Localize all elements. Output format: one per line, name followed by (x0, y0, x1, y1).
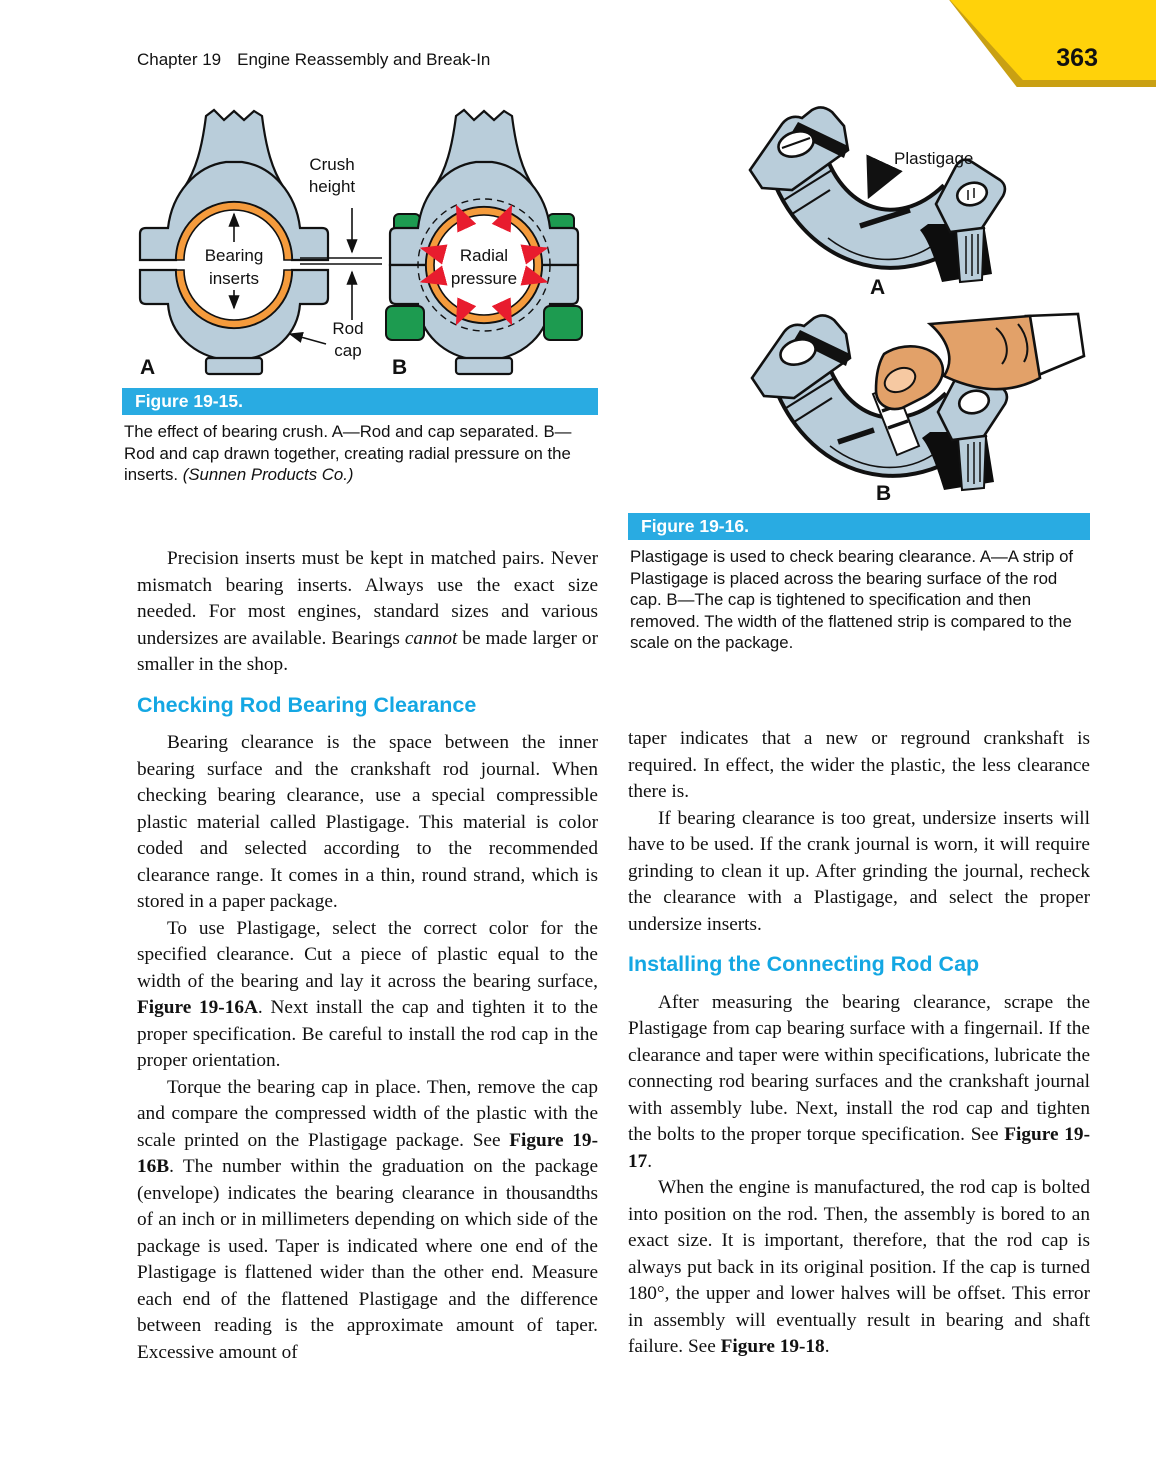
cap-boss (956, 228, 984, 282)
para-text: . The number within the graduation on the package (envelope) indicates the bearing clearance in thousandths of an inch or in millimeters depending on which side of the package is used. Taper is indicated where one end of the Plastigage is flattened wider than the other end. Measure each end of the flattened Plastigage and the difference between reading is the approximate amount of taper. Excessive amount of (137, 1156, 598, 1363)
italic-cannot: cannot (404, 627, 458, 649)
page-tab (948, 0, 1156, 80)
figure16-caption-bar (628, 513, 1090, 540)
rod-a-drawing (140, 110, 382, 379)
plastigage-pointer-arrow (872, 164, 884, 190)
figure16-label: Figure 19-16. (641, 516, 749, 536)
rod-cap-b-drawing (752, 314, 1084, 505)
paragraph-precision-inserts (137, 546, 598, 679)
paragraph-when-the-engine (628, 1175, 1090, 1361)
radial-pressure-label-line1: Radial (459, 246, 509, 265)
figure-ref-19-16a: Figure 19-16A (137, 997, 258, 1018)
figure15-a-label: A (140, 356, 156, 379)
rod-a-cap-boss (206, 358, 262, 374)
chapter-label: Chapter 19 (137, 50, 222, 69)
paragraph-torque-the-bearing-cap (137, 1075, 598, 1367)
chapter-title: Engine Reassembly and Break-In (237, 50, 491, 69)
para-text: Torque the bearing cap in place. Then, remove the cap and compare the compressed width of the plastic with the scale printed on the Plastigage package. See (137, 1076, 598, 1151)
paragraph-bearing-clearance: Bearing clearance is the space between the inner bearing surface and the crankshaft rod journal. When checking bearing clearance, use a special compressible plastic material called Plastigage. This material is color coded and selected according to the recommended clearance range. It comes in a thin, round strand, which is stored in a paper package. (137, 732, 598, 912)
rod-cap-label-line1: Rod (332, 319, 364, 338)
figure-ref-19-17: Figure 19-17 (628, 1124, 1090, 1172)
figure15-credit: (Sunnen Products Co.) (182, 465, 354, 484)
paragraph-taper-indicates: taper indicates that a new or reground crankshaft is required. In effect, the wider the plastic, the less clearance there is. (628, 728, 1090, 802)
page-header (137, 50, 490, 70)
figure-ref-19-16b: Figure 19-16B (137, 1129, 598, 1177)
figure15-caption-bar (122, 388, 598, 415)
left-column (137, 546, 598, 1366)
rod-b-cap-boss (456, 358, 512, 374)
figure16-a-label: A (870, 276, 886, 299)
figure16-caption-text: Plastigage is used to check bearing clearance. A—A strip of Plastigage is placed across the bearing surface of the rod cap. B—The cap is tightened to specification and then removed. The width of the flattened strip is compared to the scale on the package. (630, 547, 1074, 652)
insert-ring-bore (434, 215, 534, 315)
paragraph-after-measuring (628, 990, 1090, 1176)
crush-height-label-line2: height (308, 177, 356, 196)
para-text: To use Plastigage, select the correct color for the specified clearance. Cut a piece of plastic equal to the width of the bearing and lay it across the bearing surface, (137, 917, 598, 992)
para-text: . (824, 1336, 830, 1357)
rod-b-drawing (386, 110, 582, 379)
figure15-caption-text: The effect of bearing crush. A—Rod and cap separated. B—Rod and cap drawn together, creating radial pressure on the inserts. (124, 422, 572, 484)
paragraph-to-use-plastigage (137, 916, 598, 1075)
para-text: After measuring the bearing clearance, scrape the Plastigage from cap bearing surface with a fingernail. If the clearance and taper were within specifications, lubricate the connecting rod bearing surfaces and the crankshaft journal with assembly lube. Next, install the rod cap and tighten the bolts to the proper torque specification. See (628, 991, 1090, 1145)
para-text: When the engine is manufactured, the rod cap is bolted into position on the rod. Then, the assembly is bored to an exact size. It is important, therefore, that the rod cap is always put back in its original position. If the cap is turned 180°, the upper and lower halves will be offset. This error in assembly will eventually result in bearing and shaft failure. See (628, 1177, 1090, 1357)
figure15-b-label: B (392, 356, 408, 379)
page-number: 363 (1056, 44, 1098, 72)
section-heading-installing-the-connecting-rod-cap: Installing the Connecting Rod Cap (628, 952, 980, 976)
para-text: . (647, 1150, 653, 1172)
section-heading-checking-rod-bearing-clearance: Checking Rod Bearing Clearance (137, 692, 477, 717)
bolt-head-bottom-right (544, 306, 582, 340)
figure15-label: Figure 19-15. (135, 391, 243, 411)
para-text: be made larger or smaller in the shop. (137, 627, 598, 675)
para-text: . Next install the cap and tighten it to the proper specification. Be careful to install the rod cap in the proper orientation. (137, 997, 598, 1071)
crush-height-label-line1: Crush (309, 155, 355, 174)
cap-b-boss (958, 436, 986, 490)
figure-19-16-illustration (628, 96, 1090, 508)
paragraph-if-bearing-clearance: If bearing clearance is too great, undersize inserts will have to be used. If the crank journal is worn, it will require grinding to clean it up. After grinding the journal, recheck the clearance with a Plastigage, and select the proper undersize inserts. (628, 807, 1090, 935)
figure16-b-label: B (876, 482, 892, 505)
plastigage-label: Plastigage (894, 149, 974, 168)
rod-cap-arrow (290, 334, 326, 344)
bearing-inserts-label-line1: Bearing (204, 246, 264, 265)
rod-cap-label-line2: cap (334, 341, 362, 360)
figure-ref-19-18: Figure 19-18 (720, 1336, 825, 1357)
figure-19-15-illustration (122, 104, 600, 382)
right-column (628, 726, 1090, 1361)
hand-palm (930, 316, 1040, 389)
bolt-head-bottom-left (386, 306, 424, 340)
para-text: Precision inserts must be kept in matched pairs. Never mismatch bearing inserts. Always use the exact size needed. For most engines, standard sizes and various undersizes are available. Bearings (137, 548, 598, 649)
radial-pressure-label-line2: pressure (450, 269, 518, 288)
figure16-caption (630, 546, 1088, 654)
bearing-inserts-label-line2: inserts (208, 269, 260, 288)
rod-cap-a-drawing (750, 107, 1005, 299)
figure15-caption (124, 421, 596, 486)
